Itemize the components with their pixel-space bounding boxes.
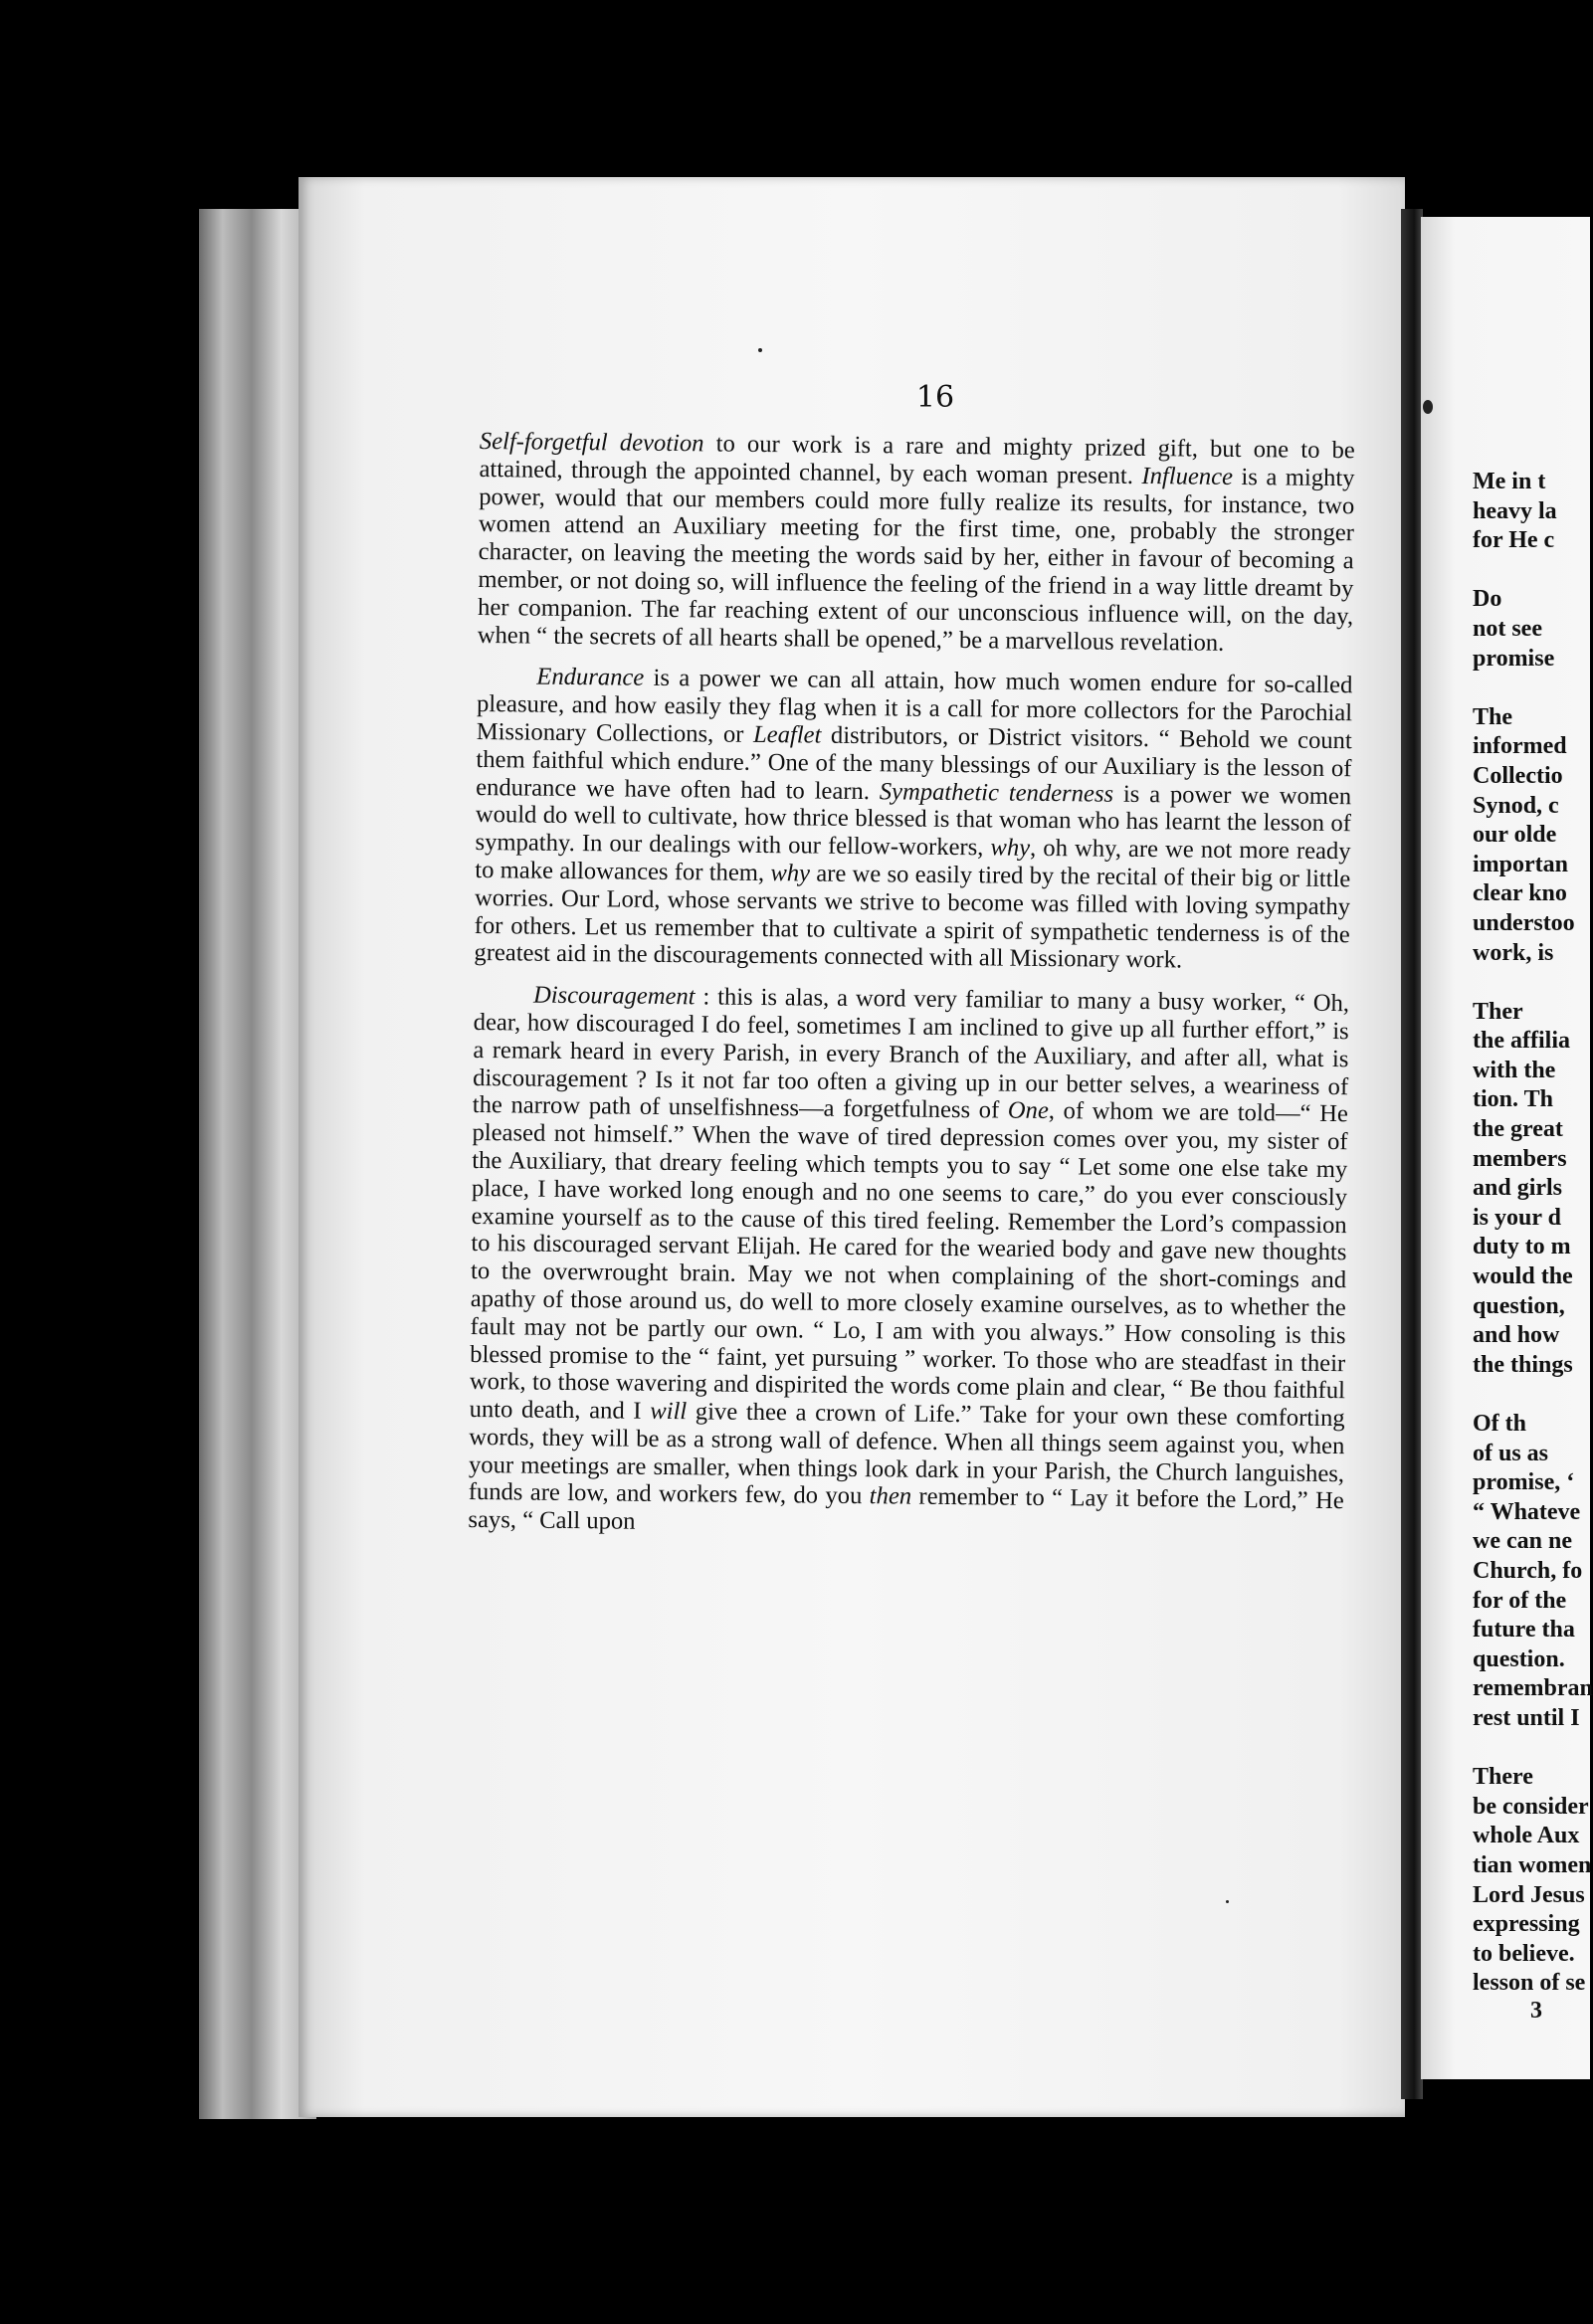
facing-page-line: the things — [1473, 1351, 1573, 1378]
facing-page-line: remembran — [1473, 1675, 1593, 1702]
facing-page-line: Of th — [1473, 1411, 1526, 1437]
facing-page-line: “ Whateve — [1473, 1498, 1581, 1525]
facing-page-line: we can ne — [1473, 1528, 1572, 1555]
facing-page-line: not see — [1473, 615, 1542, 642]
facing-page-line: to believe. — [1473, 1940, 1575, 1967]
italic-phrase: Discouragement — [532, 981, 696, 1011]
facing-page-line — [1473, 556, 1582, 586]
facing-page-line: lesson of se — [1473, 1970, 1586, 1997]
scan-speck — [1423, 400, 1433, 414]
italic-phrase: Leaflet — [752, 720, 822, 749]
facing-page-line: Synod, c — [1473, 792, 1559, 819]
facing-page-line: heavy la — [1473, 497, 1557, 524]
facing-page-line — [1473, 968, 1582, 998]
text-run: remember to “ Lay it before the Lord,” He says, “ Call upon — [468, 1483, 1344, 1535]
italic-phrase: why — [990, 834, 1031, 862]
facing-page-line — [1473, 1734, 1582, 1764]
facing-page-line: our olde — [1473, 822, 1557, 849]
facing-page-line: question. — [1473, 1646, 1565, 1672]
facing-page-line: tion. Th — [1473, 1086, 1553, 1113]
italic-phrase: Sympathetic tenderness — [879, 777, 1114, 808]
facing-page-line: Collectio — [1473, 762, 1563, 789]
facing-page-line: for of the — [1473, 1587, 1567, 1614]
text-run: is a mighty power, would that our members could more fully realize its results, for instance, two women attend an Auxiliary meeting for the first time, one, probably the stronger character, on leaving the meeting the words said by her, either in favour of becoming a member, or not doing so, will influence the feeling of the friend in a way little dreamt by her companion. The far reaching extent of our unconscious influence will, on the day, when “ the secrets of all hearts shall be opened,” be a marvellous revelation. — [477, 463, 1355, 657]
facing-page-line: question, — [1473, 1292, 1565, 1319]
scan-speck — [758, 348, 762, 352]
text-run: , of whom we are told—“ He pleased not himself.” When the wave of tired depression comes over you, my sister of the Auxiliary, that dreary feeling which tempts you to say “ Let some one else take my place, I have worked long enough and no one seems to care,” do you ever consciously examine yourself as to the cause of this tired feeling. Remember the Lord’s compassion to his discouraged servant Elijah. He cared for the wearied body and gave new thoughts to the overwrought brain. May we not when complaining of the short-comings and apathy of those around us, do well to more closely examine ourselves, as to whether the fault may not be partly our own. “ Lo, I am with you always.” How consoling is this blessed promise to the “ faint, yet pursuing ” worker. To those who are steadfast in their work, to those wavering and dispirited the words come plain and clear, “ Be thou faithful unto death, and I — [469, 1097, 1348, 1425]
facing-page-line: would the — [1473, 1263, 1573, 1290]
paragraph — [468, 981, 1349, 1543]
facing-page-line: informed — [1473, 733, 1567, 760]
text-run: distributors, or District visitors. “ Behold we count them faithful which endure.” One of the many blessings of our Auxiliary is the lesson of endurance we have often had to learn. — [476, 721, 1352, 805]
italic-phrase: Self-forgetful devotion — [479, 428, 704, 458]
facing-page-line — [1473, 1380, 1582, 1410]
facing-page-line: duty to m — [1473, 1234, 1571, 1260]
text-run: are we so easily tired by the recital of their big or little worries. Our Lord, whose servants we strive to become was filled with loving sympathy for others. Let us remember that to cultivate a spirit of sympathetic tenderness is of the greatest aid in the discouragements connected with all Missionary work. — [474, 860, 1351, 974]
italic-phrase: One — [1007, 1096, 1049, 1125]
paragraph — [478, 428, 1355, 659]
facing-page-line: clear kno — [1473, 880, 1567, 907]
text-run: is a power we women would do well to cultivate, how thrice blessed is that woman who has learnt the lesson of sympathy. In our dealings with our fellow-workers, — [475, 780, 1352, 862]
facing-page-line: expressing — [1473, 1911, 1580, 1938]
facing-page-line: for He c — [1473, 527, 1555, 554]
paragraph — [474, 663, 1352, 976]
facing-page-line: and girls — [1473, 1175, 1563, 1202]
facing-page-line: Church, fo — [1473, 1557, 1583, 1584]
facing-page-line: the affilia — [1473, 1028, 1570, 1055]
body-text — [463, 428, 1354, 2009]
italic-phrase: then — [869, 1482, 912, 1511]
facing-page-text — [1473, 468, 1593, 1999]
facing-page-line: members — [1473, 1145, 1567, 1172]
italic-phrase: Influence — [1141, 462, 1234, 490]
facing-page-line: of us as — [1473, 1440, 1549, 1466]
italic-phrase: will — [650, 1397, 688, 1426]
facing-page-line: Me in t — [1473, 469, 1546, 494]
facing-page-line: understoo — [1473, 909, 1575, 936]
page-gutter — [1401, 209, 1423, 2099]
facing-page-line: be consider — [1473, 1793, 1589, 1820]
facing-page-line: promise — [1473, 645, 1555, 672]
facing-page-line: and how — [1473, 1322, 1560, 1349]
facing-page-number: 3 — [1530, 1998, 1542, 2024]
text-run: : this is alas, a word very familiar to many a busy worker, “ Oh, dear, how discouraged I do feel, sometimes I am inclined to give up all further effort,” is a remark heard in every Parish, in every Branch of the Auxiliary, and after all, what is discouragement ? Is it not far too often a giving up in our better selves, a weariness of the narrow path of unselfishness—a forgetfulness of — [472, 983, 1350, 1124]
facing-page-line: There — [1473, 1764, 1533, 1791]
facing-page-line: future tha — [1473, 1617, 1575, 1644]
italic-phrase: why — [770, 860, 811, 887]
facing-page-line: Do — [1473, 586, 1502, 613]
facing-page-line: is your d — [1473, 1204, 1561, 1231]
facing-page-line: The — [1473, 703, 1513, 730]
text-run: give thee a crown of Life.” Take for your own these comforting words, they will be as a strong wall of defence. When all things seem against you, when your meetings are smaller, when things look dark in your Parish, the Church languishes, funds are low, and workers few, do you — [468, 1398, 1345, 1510]
facing-page-line: the great — [1473, 1116, 1563, 1143]
facing-page-line: importan — [1473, 851, 1568, 877]
facing-page-line: promise, ‘ — [1473, 1469, 1575, 1496]
text-run: is a power we can all attain, how much women endure for so-called pleasure, and how easily they flag when it is a call for more collectors for the Parochial Missionary Collections, or — [476, 665, 1353, 748]
text-run: , oh why, are we not more ready to make allowances for them, — [475, 834, 1351, 887]
text-run: to our work is a rare and mighty prized gift, but one to be attained, through the appointed channel, by each woman present. — [479, 430, 1355, 489]
facing-page-line: work, is — [1473, 939, 1554, 966]
scan-speck — [1226, 1900, 1229, 1903]
page-number: 16 — [915, 380, 955, 415]
facing-page-line: with the — [1473, 1057, 1556, 1083]
facing-page-line: whole Aux — [1473, 1823, 1580, 1849]
facing-page-line: Ther — [1473, 998, 1523, 1025]
facing-page-line: rest until I — [1473, 1704, 1580, 1731]
facing-page-line: tian women — [1473, 1851, 1592, 1878]
facing-page-line: Lord Jesus — [1473, 1881, 1585, 1908]
italic-phrase: Endurance — [536, 663, 645, 692]
facing-page-line — [1473, 674, 1582, 703]
